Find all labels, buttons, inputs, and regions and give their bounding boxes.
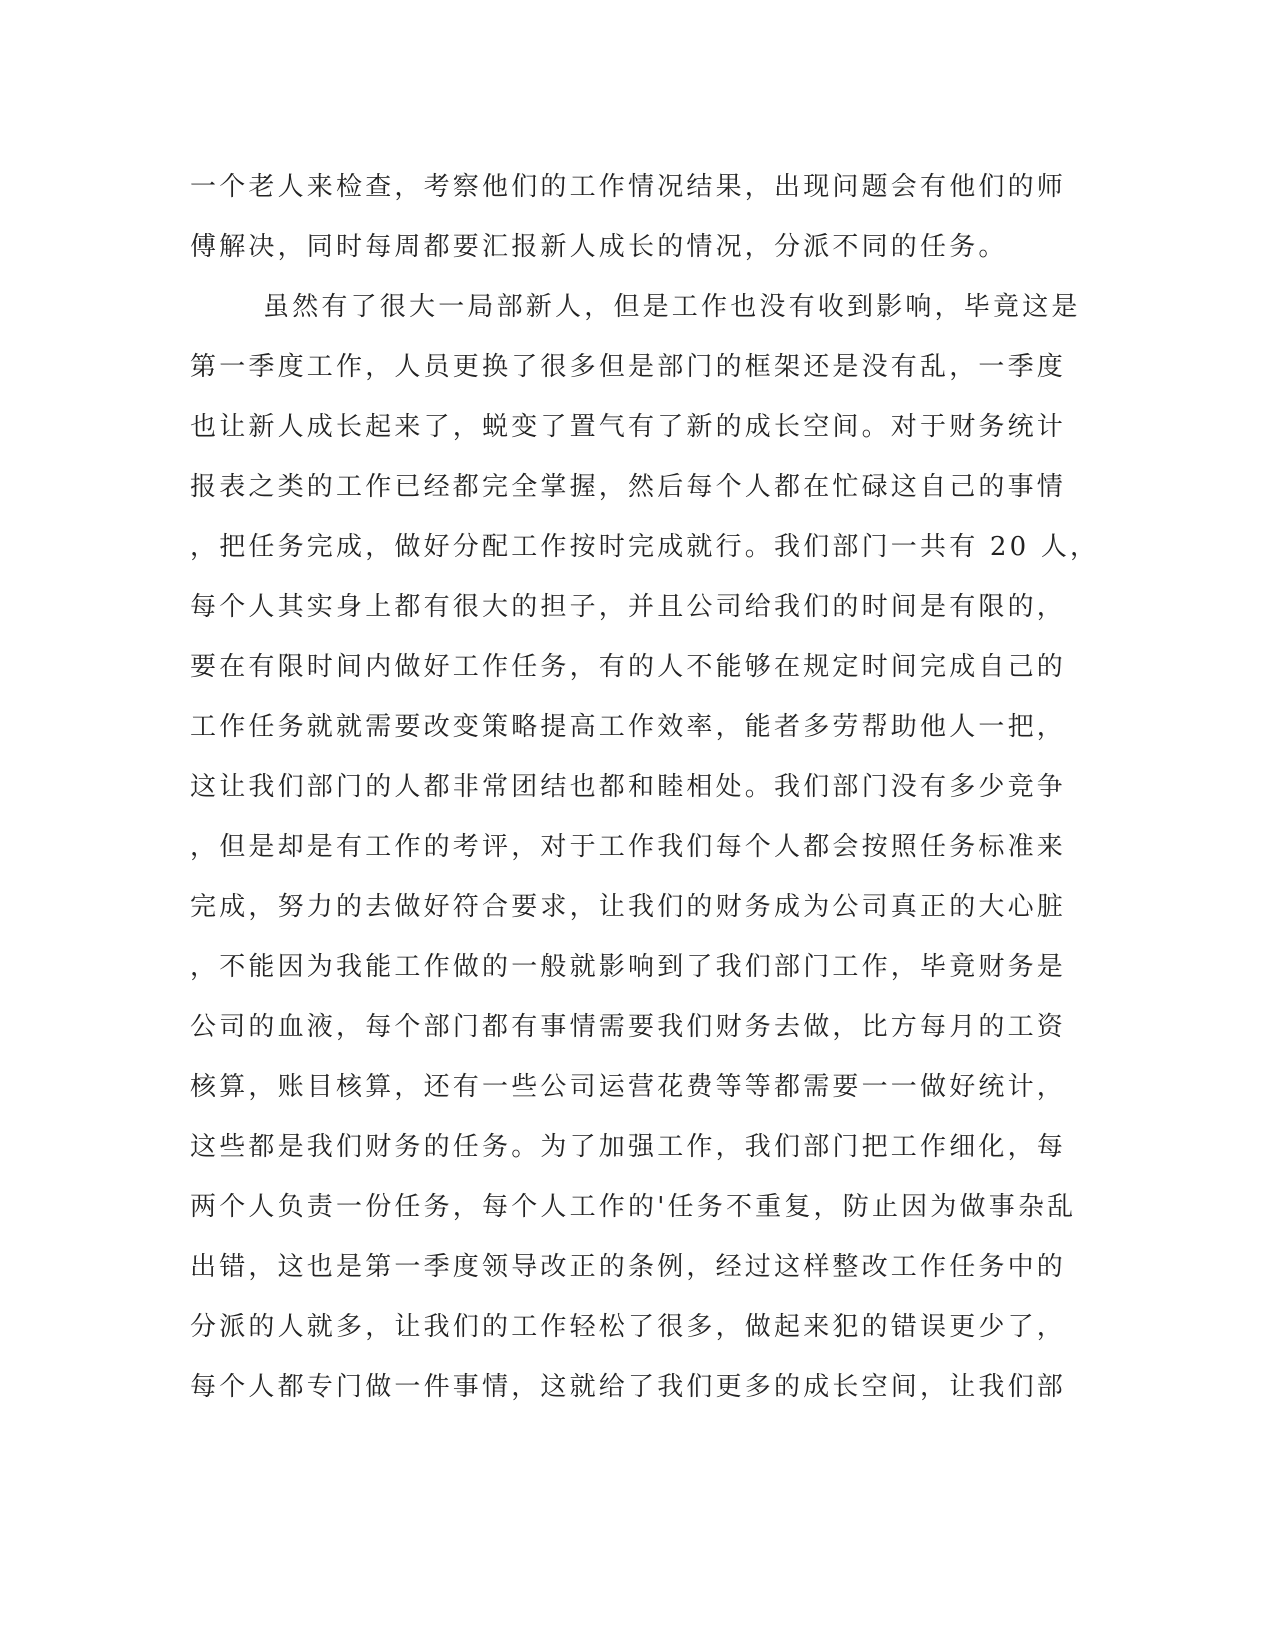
- text-line: 工作任务就就需要改变策略提高工作效率，能者多劳帮助他人一把，: [190, 712, 1067, 742]
- text-line: 傅解决，同时每周都要汇报新人成长的情况，分派不同的任务。: [190, 232, 1008, 262]
- text-line: 出错，这也是第一季度领导改正的条例，经过这样整改工作任务中的: [190, 1252, 1067, 1282]
- text-line: 第一季度工作，人员更换了很多但是部门的框架还是没有乱，一季度: [190, 352, 1067, 382]
- text-line: 要在有限时间内做好工作任务，有的人不能够在规定时间完成自己的: [190, 652, 1067, 682]
- body-text: [190, 157, 1100, 1417]
- text-line: ，把任务完成，做好分配工作按时完成就行。我们部门一共有 20 人，: [190, 532, 1100, 562]
- text-line: 报表之类的工作已经都完全掌握，然后每个人都在忙碌这自己的事情: [190, 472, 1067, 502]
- text-line: ，不能因为我能工作做的一般就影响到了我们部门工作，毕竟财务是: [190, 952, 1067, 982]
- text-line: 核算，账目核算，还有一些公司运营花费等等都需要一一做好统计，: [190, 1072, 1067, 1102]
- text-line: 一个老人来检查，考察他们的工作情况结果，出现问题会有他们的师: [190, 172, 1067, 202]
- text-line: 也让新人成长起来了，蜕变了置气有了新的成长空间。对于财务统计: [190, 412, 1067, 442]
- text-line: 公司的血液，每个部门都有事情需要我们财务去做，比方每月的工资: [190, 1012, 1067, 1042]
- text-line: 分派的人就多，让我们的工作轻松了很多，做起来犯的错误更少了，: [190, 1312, 1067, 1342]
- text-line: 这让我们部门的人都非常团结也都和睦相处。我们部门没有多少竞争: [190, 772, 1067, 802]
- text-line: 每个人其实身上都有很大的担子，并且公司给我们的时间是有限的，: [190, 592, 1067, 622]
- paragraph-start-line: 虽然有了很大一局部新人，但是工作也没有收到影响，毕竟这是: [263, 292, 1081, 322]
- text-line: 这些都是我们财务的任务。为了加强工作，我们部门把工作细化，每: [190, 1132, 1067, 1162]
- text-line: 完成，努力的去做好符合要求，让我们的财务成为公司真正的大心脏: [190, 892, 1067, 922]
- text-line: ，但是却是有工作的考评，对于工作我们每个人都会按照任务标准来: [190, 832, 1067, 862]
- text-line: 两个人负责一份任务，每个人工作的'任务不重复，防止因为做事杂乱: [190, 1192, 1077, 1222]
- text-line: 每个人都专门做一件事情，这就给了我们更多的成长空间，让我们部: [190, 1372, 1067, 1402]
